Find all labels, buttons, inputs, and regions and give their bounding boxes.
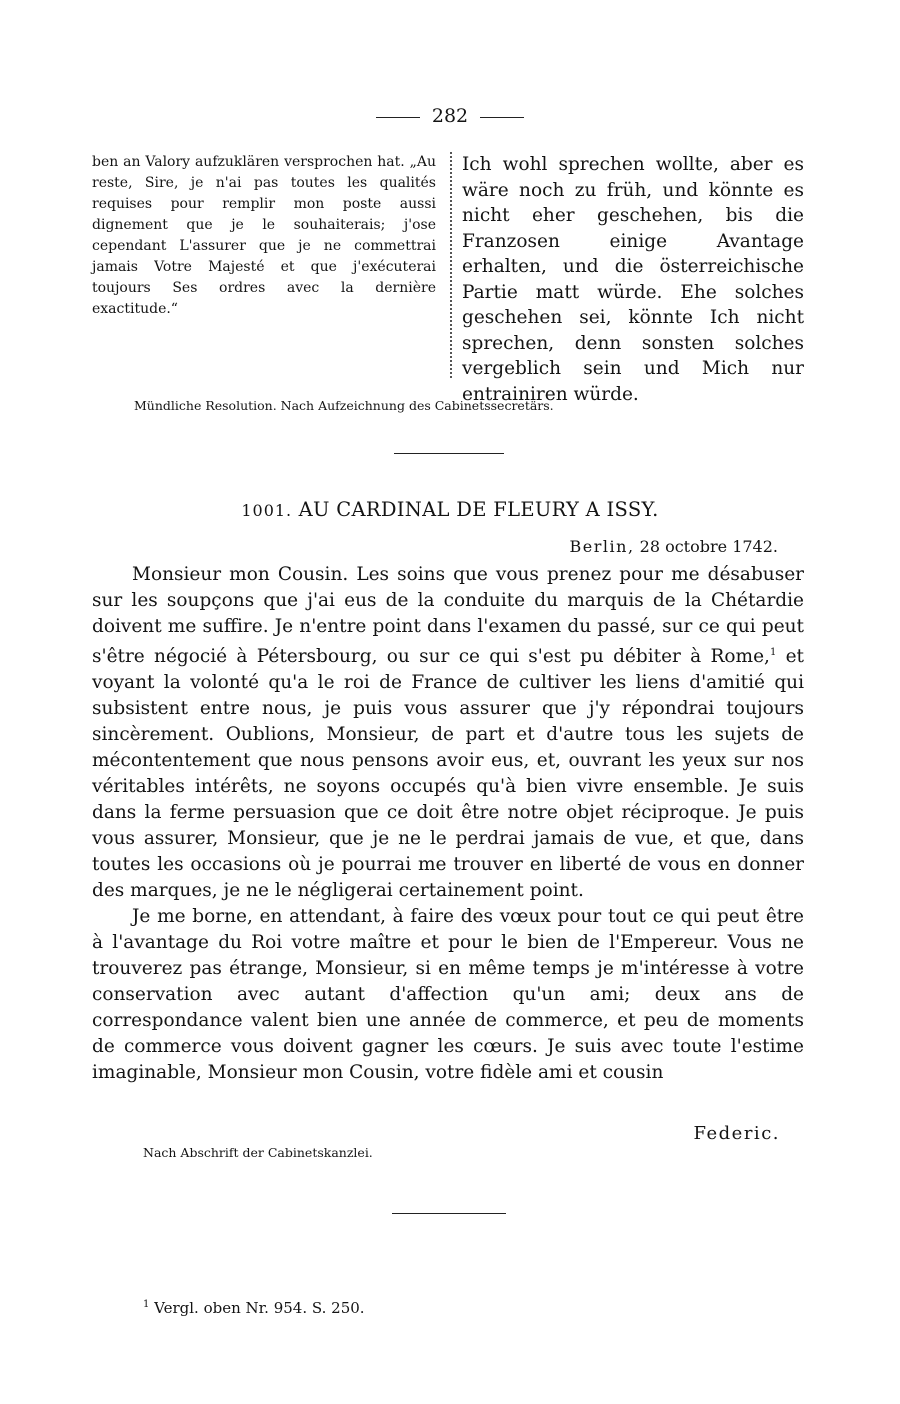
letter-paragraph-1-continuation: et voyant la volonté qu'a le roi de France de cultiver les liens d'amitié qui subsistent entre nous, je puis vous assurer que j'y répondrai toujours sincèrement. Oublions, Monsieur, de part et d'autre tous les sujets de mécontentement que nous pensons avoir eus, et, ouvrant les yeux sur nos véritables intérêts, ne soyons occupés qu'à bien vivre ensemble. Je suis dans la ferme persuasion que ce doit être notre objet réciproque. Je puis vous assurer, Monsieur, que je ne le perdrai jamais de vue, et que, dans toutes les occasions où je pourrai me trouver en liberté de vous en donner des marques, je ne le négligerai certainement point.: [92, 646, 804, 902]
letter-paragraph-2: Je me borne, en attendant, à faire des vœux pour tout ce qui peut être à l'avantage du Roi votre maître et pour le bien de l'Empereur. Vous ne trouverez pas étrange, Monsieur, si en même temps je m'intéresse à votre conservation avec autant d'affection qu'un ami; deux ans de correspondance valent bien une année de commerce, et peu de moments de commerce vous doivent gagner les cœurs. Je suis avec toute l'estime imaginable, Monsieur mon Cousin, votre fidèle ami et cousin: [92, 906, 804, 1084]
page-number-line: [0, 104, 900, 128]
left-column-text: ben an Valory aufzuklären versprochen hat. „Au reste, Sire, je n'ai pas toutes les qualités requises pour remplir mon poste aussi dignement que je le souhaiterais; j'ose cependant L'assurer que je ne commettrai jamais Votre Majesté et que j'exécuterai toujours Ses ordres avec la dernière exactitude.“: [92, 154, 436, 317]
letter-signature: Federic.: [693, 1123, 780, 1144]
source-note-copy: Nach Abschrift der Cabinetskanzlei.: [143, 1145, 373, 1160]
right-column: [462, 152, 804, 407]
letter-paragraph-1-text: Monsieur mon Cousin. Les soins que vous prenez pour me désabuser sur les soupçons que j'ai eus de la conduite du marquis de la Chétardie doivent me suffire. Je n'entre point dans l'examen du passé, sur ce qui peut s'être négocié à Pétersbourg, ou sur ce qui s'est pu débiter à Rome,: [92, 564, 804, 668]
column-divider: [450, 152, 452, 378]
footnote-text: Vergl. oben Nr. 954. S. 250.: [149, 1299, 365, 1317]
letter-title: AU CARDINAL DE FLEURY A ISSY.: [298, 498, 659, 521]
letter-place: Berlin,: [569, 537, 635, 556]
footnote-marker: 1: [143, 1299, 150, 1310]
source-note-resolution: Mündliche Resolution. Nach Aufzeichnung des Cabinetssecretärs.: [134, 398, 554, 413]
letter-body: [92, 562, 804, 1086]
section-rule-bottom: [392, 1213, 506, 1214]
page-number-dash-left: [376, 117, 420, 118]
footnote-reference: 1: [769, 647, 777, 658]
letter-date: 28 octobre 1742.: [639, 537, 778, 556]
page-number: 282: [431, 105, 469, 127]
footnote: [143, 1294, 743, 1319]
left-column: [92, 152, 436, 320]
letter-heading: [0, 497, 900, 524]
right-column-text: Ich wohl sprechen wollte, aber es wäre noch zu früh, und könnte es nicht eher geschehen, bis die Franzosen einige Avantage erhalten, und die österreichische Partie matt würde. Ehe solches geschehen sei, könnte Ich nicht sprechen, denn sonsten solches vergeblich sein und Mich nur entrainiren würde.: [462, 154, 804, 405]
letter-paragraph-1: [92, 562, 804, 904]
letter-number: 1001.: [241, 501, 293, 520]
letter-dateline: [400, 536, 778, 558]
page-number-dash-right: [480, 117, 524, 118]
section-rule-top: [394, 453, 504, 454]
